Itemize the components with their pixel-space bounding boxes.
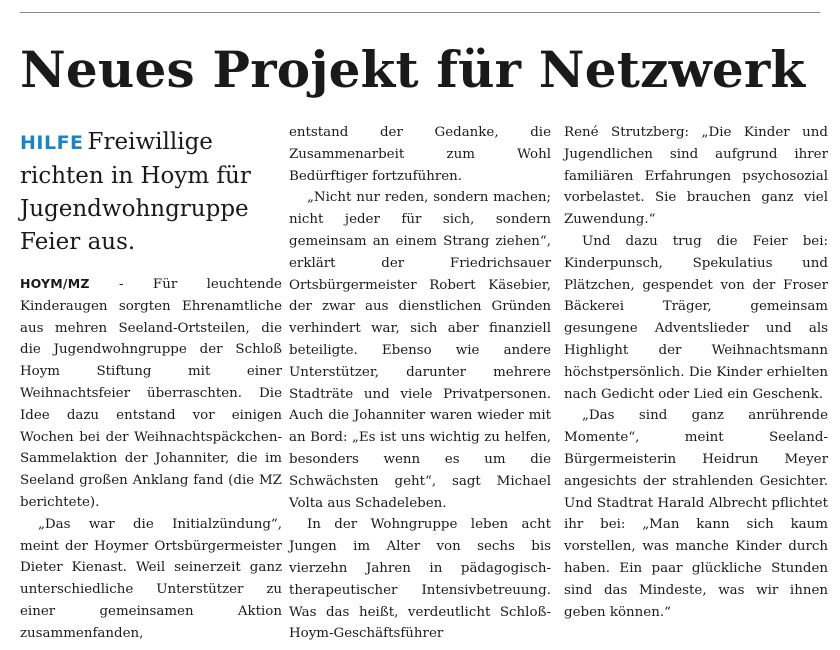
- paragraph-1-text: Für leuchtende Kinderaugen sorgten Ehrenamtliche aus mehren Seeland-Ortsteilen, die die Jugendwohngruppe der Schloß Hoym Stiftung mit einer Weihnachtsfeier überraschten. Die Idee dazu entstand vor einigen Wochen bei der Weihnachtspäckchen-Sammelaktion der Johanniter, die im Seeland großen Anklang fand (die MZ berichtete).: [20, 277, 282, 510]
- kicker: HILFE: [20, 132, 84, 154]
- column-3: [564, 122, 828, 623]
- column-1: [20, 126, 282, 645]
- paragraph-6: „Das sind ganz anrührende Momente“, meint Seeland-Bürgermeisterin Heidrun Meyer angesichts der strahlenden Gesichter. Und Stadtrat Harald Albrecht pflichtet ihr bei: „Man kann sich kaum vorstellen, was manche Kinder durch haben. Ein paar glückliche Stunden sind das Mindeste, was wir ihnen geben können.“: [564, 408, 828, 620]
- paragraph-1: [20, 273, 282, 514]
- headline: Neues Projekt für Netzwerk: [20, 40, 806, 99]
- top-rule: [20, 12, 820, 13]
- paragraph-5: Und dazu trug die Feier bei: Kinderpunsch, Spekulatius und Plätzchen, gespendet von der Froser Bäckerei Träger, gemeinsam gesungene Adventslieder und als Highlight der Weihnachtsmann höchstpersönlich. Die Kinder erhielten nach Gedicht oder Lied ein Geschenk.: [564, 233, 828, 402]
- teaser-text: Freiwillige richten in Hoym für Jugendwohngruppe Feier aus.: [20, 129, 251, 255]
- dateline-separator: -: [89, 277, 153, 292]
- paragraph-4-cont: René Strutzberg: „Die Kinder und Jugendlichen sind aufgrund ihrer familiären Erfahrungen psychosozial vorbelastet. Sie brauchen ganz viel Zuwendung.“: [564, 125, 828, 228]
- paragraph-2-cont: entstand der Gedanke, die Zusammenarbeit zum Wohl Bedürftiger fortzuführen.: [289, 125, 551, 184]
- column-2: [289, 122, 551, 645]
- paragraph-3: „Nicht nur reden, sondern machen; nicht jeder für sich, sondern gemeinsam an einem Strang ziehen“, erklärt der Friedrichsauer Ortsbürgermeister Robert Käsebier, der zwar aus dienstlichen Gründen verhindert war, sich aber finanziell beteiligte. Ebenso wie andere Unterstützer, darunter mehrere Stadträte und viele Privatpersonen. Auch die Johanniter waren wieder mit an Bord: „Es ist uns wichtig zu helfen, besonders wenn es um die Schwächsten geht“, sagt Michael Volta aus Schadeleben.: [289, 190, 551, 511]
- teaser: [20, 126, 282, 259]
- dateline: HOYM/MZ: [20, 276, 90, 291]
- paragraph-2: „Das war die Initialzündung“, meint der Hoymer Ortsbürgermeister Dieter Kienast. Weil seinerzeit ganz unterschiedliche Unterstützer zu einer gemeinsamen Aktion zusammenfanden,: [20, 516, 282, 641]
- paragraph-4: In der Wohngruppe leben acht Jungen im Alter von sechs bis vierzehn Jahren in pädagogisch-therapeutischer Intensivbetreuung. Was das heißt, verdeutlicht Schloß-Hoym-Geschäftsführer: [289, 517, 551, 642]
